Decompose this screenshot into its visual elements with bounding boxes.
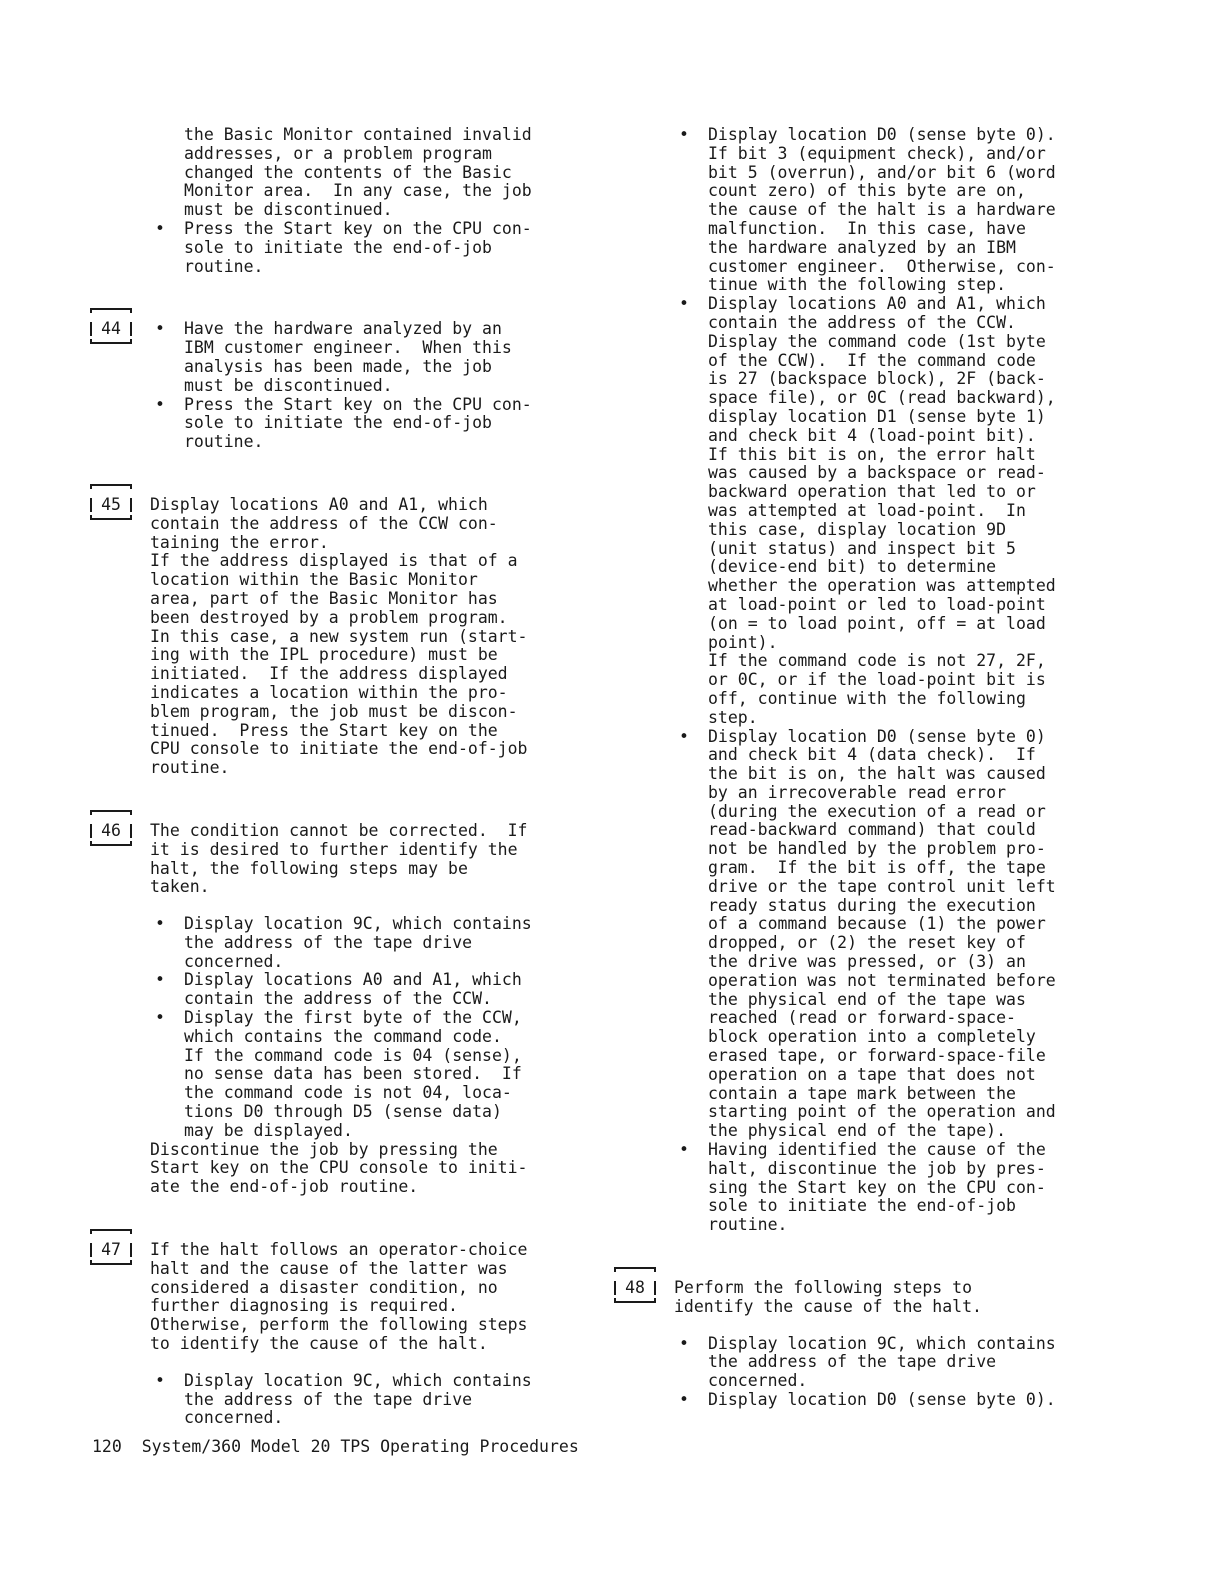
list-item <box>88 1009 598 1141</box>
bullet-icon: • <box>155 1370 165 1390</box>
entry-45 <box>88 496 598 778</box>
entry-47 <box>88 1241 598 1428</box>
bullet-icon: • <box>155 1008 165 1028</box>
list-item <box>612 1391 1132 1410</box>
list-item <box>612 126 1132 295</box>
bullet-text: Press the Start key on the CPU con- sole to initiate the end-of-job routine. <box>184 394 532 452</box>
bullet-icon: • <box>679 726 689 746</box>
entry-48 <box>612 1279 1132 1410</box>
step-number: 46 <box>90 822 132 841</box>
left-column <box>88 126 598 1428</box>
page-footer <box>92 1437 579 1457</box>
intro-continuation <box>88 126 598 276</box>
list-item <box>88 220 598 276</box>
list-item <box>88 915 598 971</box>
bullet-icon: • <box>155 319 165 339</box>
list-item <box>88 1372 598 1428</box>
entry-44 <box>88 320 598 452</box>
intro-text: the Basic Monitor contained invalid addresses, or a problem program changed the contents of the Basic Monitor area. In any case, the job must be discontinued. <box>184 125 532 220</box>
list-item <box>88 971 598 1009</box>
page-number: 120 <box>92 1437 122 1456</box>
bullet-text: Display locations A0 and A1, which contain the address of the CCW. Display the command code (1st byte of the CCW). If the command code is 27 (backspace block), 2F (back- space file), or 0C (read backward), display location D1 (sense byte 1) and check bit 4 (load-point bit). If this bit is on, the error halt was caused by a backspace or read- backward operation that led to or was attempted at load-point. In this case, display location 9D (unit status) and inspect bit 5 (device-end bit) to determine whether the operation was attempted at load-point or led to load-point (on = to load point, off = at load point). If the command code is not 27, 2F, or 0C, or if the load-point bit is off, continue with the following step. <box>708 294 1056 727</box>
entry-46-after: Discontinue the job by pressing the Start key on the CPU console to initi- ate the end-of-job routine. <box>150 1139 528 1197</box>
bullet-icon: • <box>679 1140 689 1160</box>
bullet-text: Display location 9C, which contains the address of the tape drive concerned. <box>184 914 532 971</box>
step-marker-46 <box>90 810 132 846</box>
bullet-text: Display location 9C, which contains the address of the tape drive concerned. <box>184 1370 532 1428</box>
bullet-text: Display location D0 (sense byte 0). <box>708 1390 1056 1409</box>
step-marker-48 <box>614 1267 656 1303</box>
bullet-icon: • <box>679 294 689 314</box>
step-number: 48 <box>614 1279 656 1298</box>
bullet-text: Display location 9C, which contains the address of the tape drive concerned. <box>708 1333 1056 1391</box>
bullet-text: Display location D0 (sense byte 0). If bit 3 (equipment check), and/or bit 5 (overrun), and/or bit 6 (word count zero) of this byte are on, the cause of the halt is a hardware malfunction. In this case, have the hardware analyzed by an IBM customer engineer. Otherwise, con- tinue with the following step. <box>708 125 1056 295</box>
running-title: System/360 Model 20 TPS Operating Procedures <box>141 1437 579 1456</box>
bullet-icon: • <box>155 394 165 414</box>
bullet-text: Have the hardware analyzed by an IBM customer engineer. When this analysis has been made, the job must be discontinued. <box>184 319 512 395</box>
entry-46 <box>88 822 598 1197</box>
list-item <box>612 1141 1132 1235</box>
bullet-text: Having identified the cause of the halt, discontinue the job by pres- sing the Start key on the CPU con- sole to initiate the end-of-job routine. <box>708 1140 1046 1235</box>
step-number: 47 <box>90 1241 132 1260</box>
bullet-text: Display the first byte of the CCW, which contains the command code. If the command code is 04 (sense), no sense data has been stored. If the command code is not 04, loca- tions D0 through D5 (sense data) may be displayed. <box>184 1008 522 1140</box>
bullet-text: Press the Start key on the CPU con- sole to initiate the end-of-job routine. <box>184 218 532 276</box>
right-column <box>612 126 1132 1410</box>
entry-45-text: Display locations A0 and A1, which contain the address of the CCW con- taining the error. If the address displayed is that of a location within the Basic Monitor area, part of the Basic Monitor has been destroyed by a problem program. In this case, a new system run (start- ing with the IPL procedure) must be initiated. If the address displayed indicates a location within the pro- blem program, the job must be discon- tinued. Press the Start key on the CPU console to initiate the end-of-job routine. <box>150 494 528 778</box>
bullet-icon: • <box>679 1390 689 1409</box>
entry-48-text: Perform the following steps to identify the cause of the halt. <box>674 1278 982 1316</box>
step-number: 44 <box>90 320 132 339</box>
bullet-icon: • <box>679 125 689 144</box>
list-item <box>612 728 1132 1142</box>
entry-47-text: If the halt follows an operator-choice halt and the cause of the latter was considered a disaster condition, no further diagnosing is required. Otherwise, perform the following steps to identify the cause of the halt. <box>150 1240 528 1354</box>
list-item <box>88 396 598 452</box>
bullet-text: Display location D0 (sense byte 0) and check bit 4 (data check). If the bit is on, the halt was caused by an irrecoverable read error (during the execution of a read or read-backward command) that could not be handled by the problem pro- gram. If the bit is off, the tape drive or the tape control unit left ready status during the execution of a command because (1) the power dropped, or (2) the reset key of the drive was pressed, or (3) an operation was not terminated before the physical end of the tape was reached (read or forward-space- block operation into a completely erased tape, or forward-space-file operation on a tape that does not contain a tape mark between the starting point of the operation and the physical end of the tape). <box>708 726 1056 1141</box>
list-item <box>612 295 1132 727</box>
bullet-text: Display locations A0 and A1, which contain the address of the CCW. <box>184 970 522 1009</box>
list-item <box>612 1335 1132 1391</box>
bullet-icon: • <box>155 914 165 934</box>
step-marker-47 <box>90 1229 132 1265</box>
bullet-icon: • <box>155 970 165 990</box>
step-number: 45 <box>90 496 132 515</box>
bullet-icon: • <box>155 218 165 238</box>
entry-46-text: The condition cannot be corrected. If it is desired to further identify the halt, the following steps may be taken. <box>150 820 528 897</box>
step-marker-45 <box>90 484 132 520</box>
list-item <box>88 320 598 395</box>
bullet-icon: • <box>679 1333 689 1353</box>
